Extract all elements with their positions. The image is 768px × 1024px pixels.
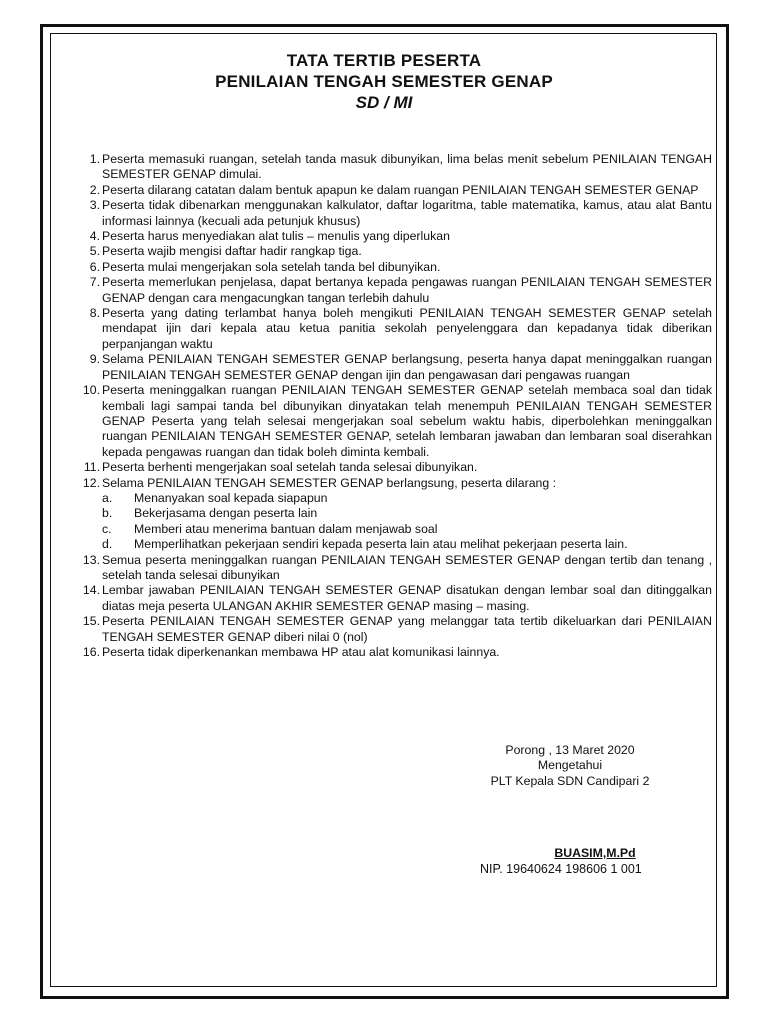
rule-number: 11. [83,460,100,475]
sub-item [102,491,712,506]
rule-item [78,306,712,352]
rule-item [78,614,712,645]
rule-number: 3. [89,198,100,213]
signer-nip: NIP. 19640624 198606 1 001 [480,862,642,876]
prohibited-list [102,491,712,553]
rule-number: 8. [89,306,100,321]
rule-text: Peserta dilarang catatan dalam bentuk apapun ke dalam ruangan PENILAIAN TENGAH SEMESTER GENAP [102,182,699,197]
sub-item [102,506,712,521]
rules-list [78,152,712,660]
rule-item [78,476,712,553]
rule-text: Peserta berhenti mengerjakan soal setelah tanda selesai dibunyikan. [102,460,478,475]
sub-item-text: Menanyakan soal kepada siapapun [134,490,328,505]
rule-text: Selama PENILAIAN TENGAH SEMESTER GENAP berlangsung, peserta hanya dapat meninggalkan ruangan PENILAIAN TENGAH SEMESTER GENAP dengan ijin dan pengawasan dari pengawas ruangan [102,352,712,382]
rule-item [78,352,712,383]
rule-item [78,460,712,475]
rule-text: Peserta tidak dibenarkan menggunakan kalkulator, daftar logaritma, table matematika, kamus, atau alat Bantu informasi lainnya (kecuali ada petunjuk khusus) [102,198,712,228]
rule-number: 7. [89,275,100,290]
title-line-1: TATA TERTIB PESERTA [286,51,482,70]
title-line-2: PENILAIAN TENGAH SEMESTER GENAP [215,72,553,91]
signer-name: BUASIM,M.Pd [554,846,636,860]
rule-number: 16. [82,645,100,659]
sub-item-letter: c. [102,521,112,536]
rule-text: Peserta yang dating terlambat hanya boleh mengikuti PENILAIAN TENGAH SEMESTER GENAP setelah mendapat ijin dari kepala atau ketua panitia sekolah penyelenggara dan kepadanya tidak diberikan perpanjangan waktu [102,306,712,351]
rule-number: 12. [82,475,100,490]
place-date: Porong , 13 Maret 2020 [505,743,635,757]
rule-item [78,183,712,198]
sub-item-letter: b. [102,506,113,521]
rule-text: Peserta memerlukan penjelasa, dapat bertanya kepada pengawas ruangan PENILAIAN TENGAH SEMESTER GENAP dengan cara mengacungkan tangan terlebih dahulu [102,275,712,305]
rule-item [78,244,712,259]
rule-item [78,383,712,460]
sub-item-text: Memperlihatkan pekerjaan sendiri kepada peserta lain atau melihat pekerjaan peserta lain. [134,537,628,552]
rule-number: 5. [89,244,100,259]
rule-text: Peserta mulai mengerjakan sola setelah tanda bel dibunyikan. [102,259,441,274]
sub-item-letter: d. [102,537,113,552]
signature-block [470,743,670,789]
sub-item [102,537,712,552]
rule-text: Selama PENILAIAN TENGAH SEMESTER GENAP berlangsung, peserta dilarang : [102,475,557,490]
rule-item [78,260,712,275]
title-line-3: SD / MI [355,93,413,112]
document-title [50,50,718,113]
rule-text: Semua peserta meninggalkan ruangan PENILAIAN TENGAH SEMESTER GENAP dengan tertib dan tenang , setelah tanda selesai dibunyikan [102,552,712,582]
sub-item [102,522,712,537]
acknowledged-label: Mengetahui [537,758,603,773]
rule-item [78,645,712,660]
signer-position: PLT Kepala SDN Candipari 2 [490,773,650,788]
rule-number: 2. [89,182,100,197]
rule-text: Peserta harus menyediakan alat tulis – menulis yang diperlukan [102,229,450,244]
sub-item-text: Bekerjasama dengan peserta lain [134,506,318,521]
rule-text: Lembar jawaban PENILAIAN TENGAH SEMESTER GENAP disatukan dengan lembar soal dan ditinggalkan diatas meja peserta ULANGAN AKHIR SEMESTER GENAP masing – masing. [102,583,712,613]
rule-text: Peserta meninggalkan ruangan PENILAIAN TENGAH SEMESTER GENAP setelah membaca soal dan tidak kembali lagi sampai tanda bel dibunyikan dinyatakan telah menempuh PENILAIAN TENGAH SEMESTER GENAP Peserta yang telah selesai mengerjakan soal sebelum waktu habis, diperbolehkan meninggalkan ruangan PENILAIAN TENGAH SEMESTER GENAP, setelah lembaran jawaban dan lembaran soal diserahkan kepada pengawas ruangan dan tidak boleh diminta kembali. [102,383,712,459]
rule-item [78,198,712,229]
rule-number: 15. [82,614,100,629]
rule-number: 13. [82,552,100,567]
signer-details [480,845,680,877]
sub-item-text: Memberi atau menerima bantuan dalam menjawab soal [134,521,438,536]
rule-number: 4. [89,229,100,244]
sub-item-letter: a. [102,490,113,505]
rule-number: 14. [82,583,100,598]
rule-text: Peserta tidak diperkenankan membawa HP atau alat komunikasi lainnya. [102,645,500,659]
rule-text: Peserta memasuki ruangan, setelah tanda masuk dibunyikan, lima belas menit sebelum PENILAIAN TENGAH SEMESTER GENAP dimulai. [102,152,712,182]
rule-text: Peserta wajib mengisi daftar hadir rangkap tiga. [102,244,362,259]
rule-text: Peserta PENILAIAN TENGAH SEMESTER GENAP yang melanggar tata tertib dikeluarkan dari PENILAIAN TENGAH SEMESTER GENAP diberi nilai 0 (nol) [102,614,712,644]
rule-number: 1. [89,152,100,166]
rule-number: 10. [82,383,100,398]
rule-item [78,152,712,183]
rule-number: 9. [89,352,100,367]
rule-item [78,275,712,306]
rule-item [78,583,712,614]
rule-item [78,553,712,584]
rule-number: 6. [89,259,100,274]
rule-item [78,229,712,244]
